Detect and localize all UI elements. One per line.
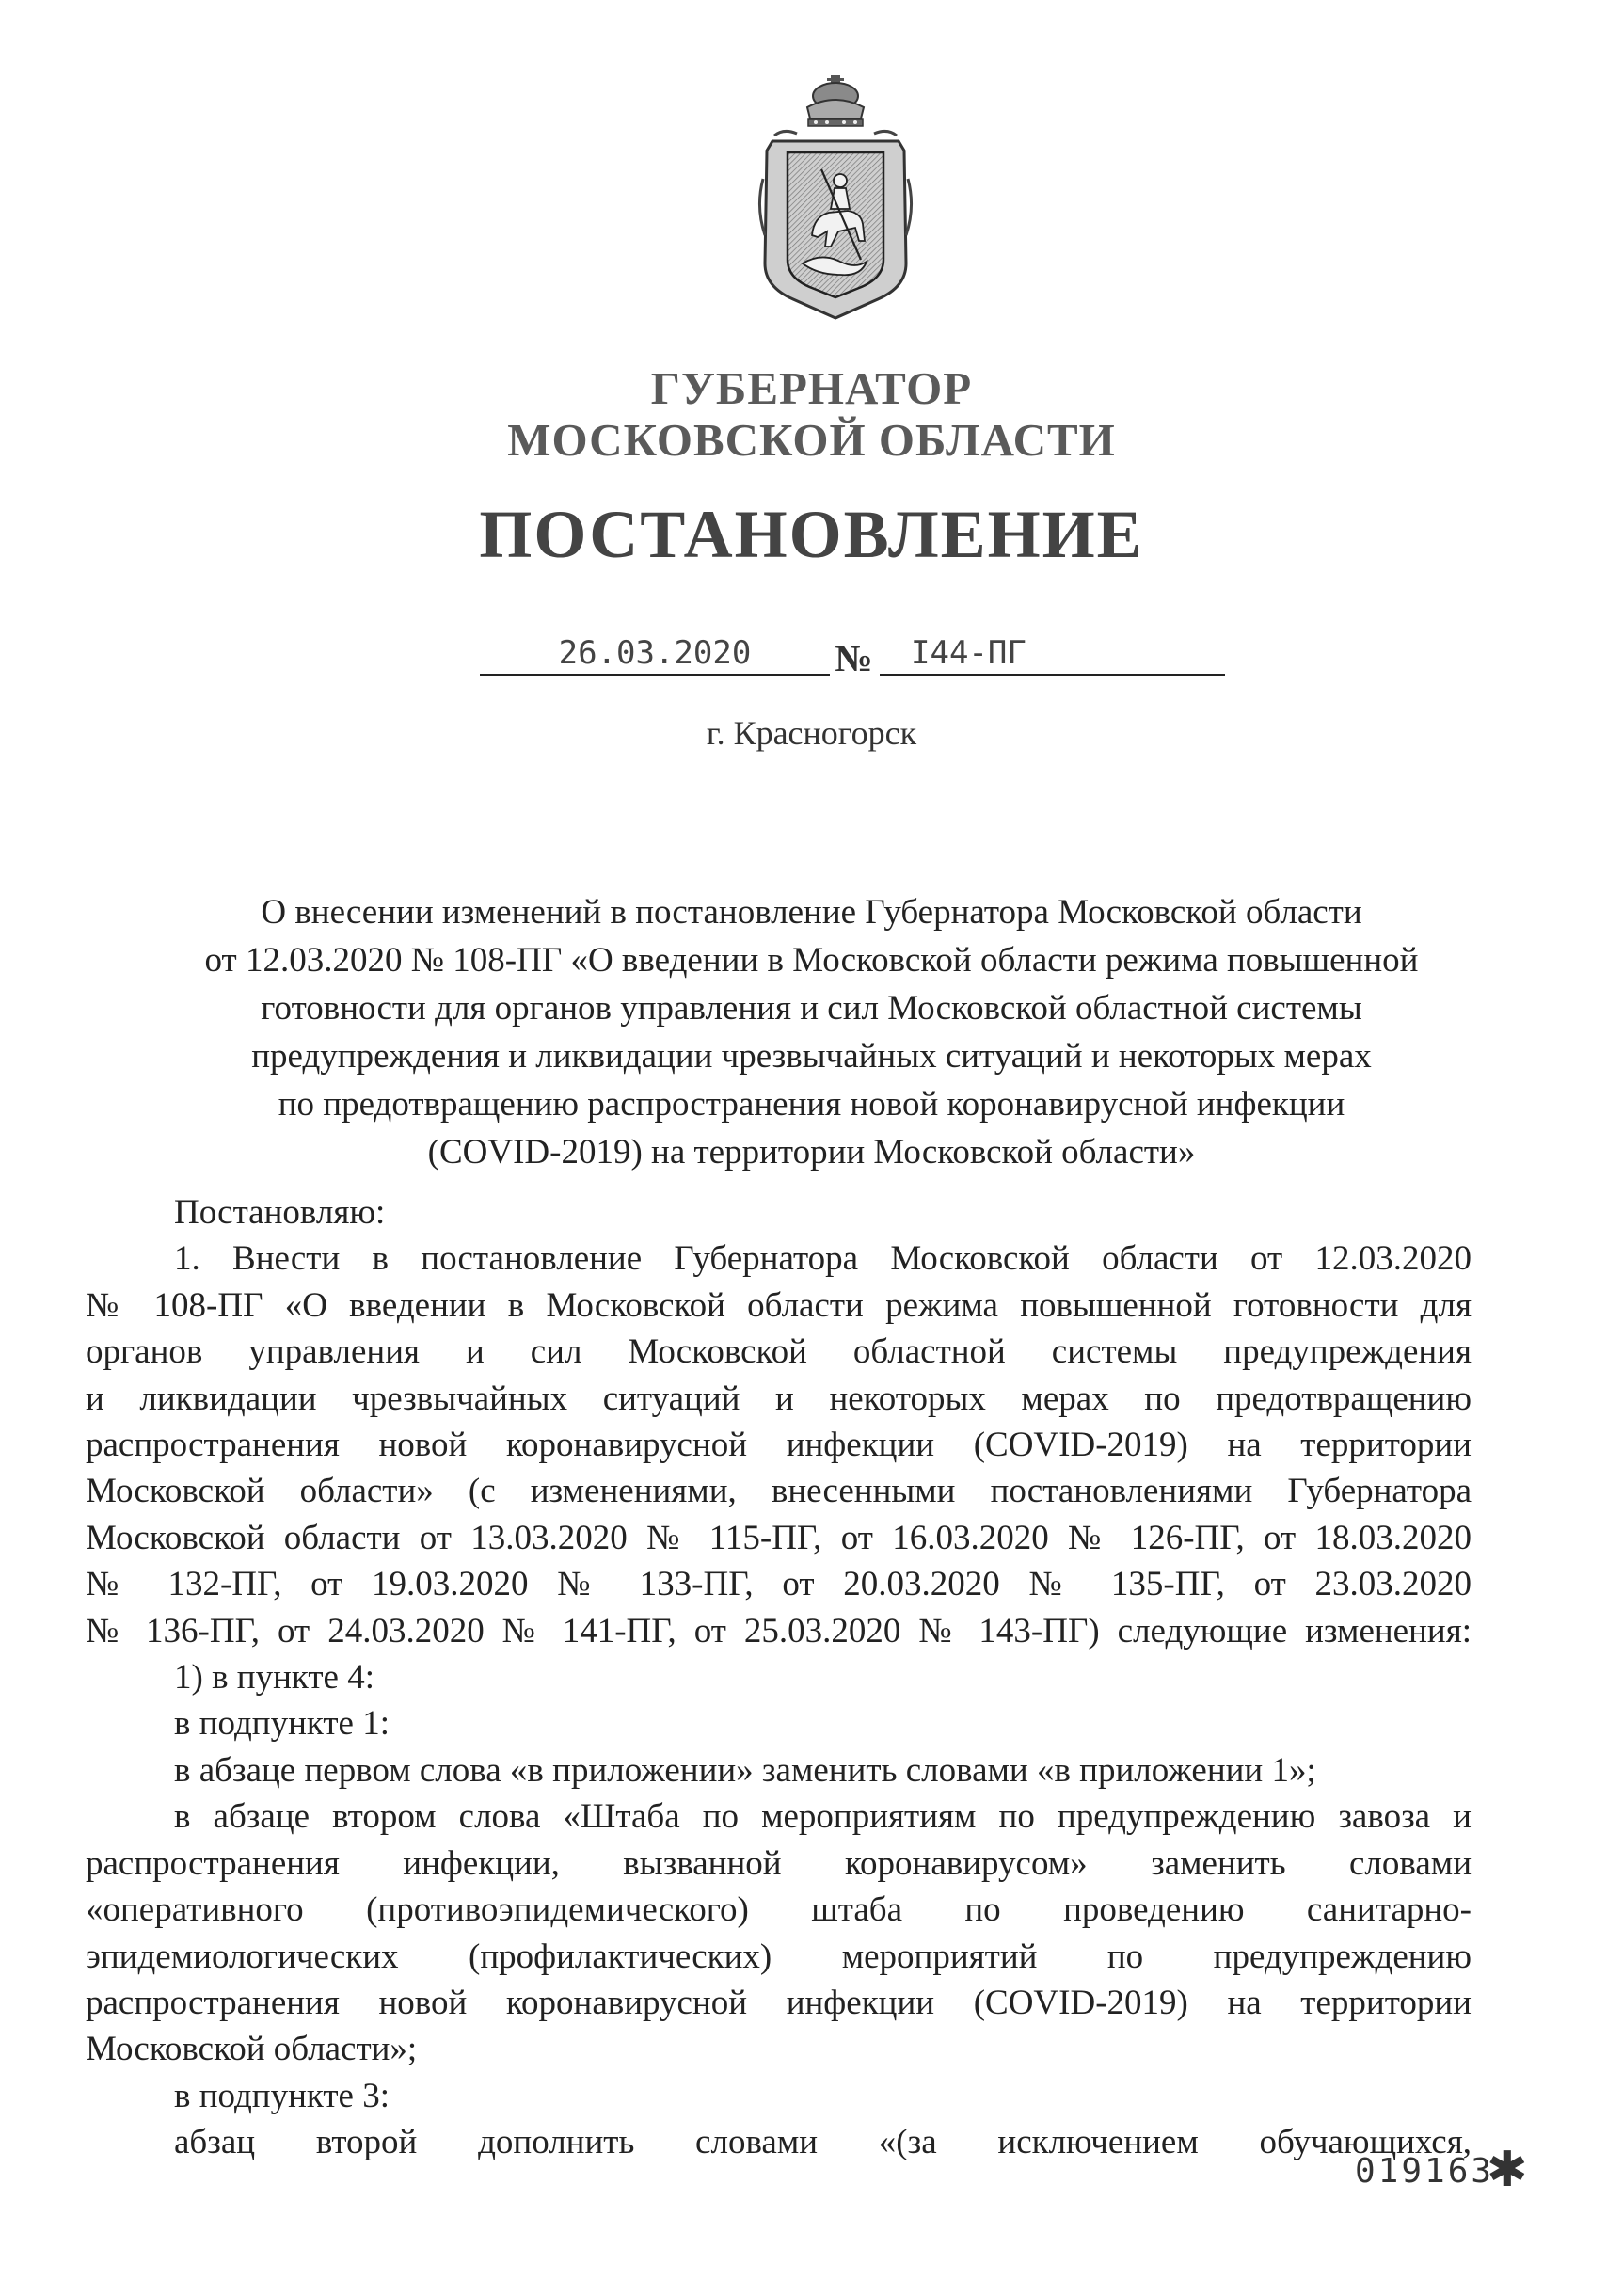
body-line: и ликвидации чрезвычайных ситуаций и некоторых мерах по предотвращению xyxy=(86,1379,1472,1418)
body-line: распространения инфекции, вызванной коронавирусом» заменить словами xyxy=(86,1843,1472,1883)
date-underline xyxy=(480,674,830,676)
crown-icon xyxy=(807,75,864,126)
body-line: Московской области» (с изменениями, внесенными постановлениями Губернатора xyxy=(86,1472,1472,1511)
body-line: Постановляю: xyxy=(174,1193,386,1232)
subject-line: предупреждения и ликвидации чрезвычайных ситуаций и некоторых мерах xyxy=(251,1037,1372,1076)
number-underline xyxy=(880,674,1225,676)
subject-line: (COVID-2019) на территории Московской области» xyxy=(427,1133,1196,1172)
body-line: эпидемиологических (профилактических) мероприятий по предупреждению xyxy=(86,1937,1472,1976)
body-line: абзац второй дополнить словами «(за исключением обучающихся, xyxy=(174,2123,1472,2162)
decree-subject xyxy=(141,888,1482,1176)
asterisk-icon: ✱ xyxy=(1487,2144,1528,2197)
form-serial-number: 019163 xyxy=(1355,2152,1495,2191)
subject-line: готовности для органов управления и сил Московской областной системы xyxy=(261,989,1362,1028)
body-line: № 108-ПГ «О введении в Московской области режима повышенной готовности для xyxy=(86,1285,1472,1325)
body-line: Московской области от 13.03.2020 № 115-ПГ, от 16.03.2020 № 126-ПГ, от 18.03.2020 xyxy=(86,1518,1472,1557)
authority-title-line1: ГУБЕРНАТОР xyxy=(650,362,973,414)
document-number: I44-ПГ xyxy=(911,634,1026,672)
body-line: Московской области»; xyxy=(86,2030,418,2069)
issue-city: г. Красногорск xyxy=(706,714,917,752)
body-line: распространения новой коронавирусной инфекции (COVID-2019) на территории xyxy=(86,1426,1472,1465)
document-date: 26.03.2020 xyxy=(558,634,752,672)
body-line: 1. Внести в постановление Губернатора Московской области от 12.03.2020 xyxy=(174,1239,1472,1279)
subject-line: от 12.03.2020 № 108-ПГ «О введении в Московской области режима повышенной xyxy=(204,941,1419,980)
document-type-heading: ПОСТАНОВЛЕНИЕ xyxy=(479,497,1144,572)
body-line: распространения новой коронавирусной инфекции (COVID-2019) на территории xyxy=(86,1983,1472,2022)
body-line: «оперативного (противоэпидемического) штаба по проведению санитарно- xyxy=(86,1890,1472,1930)
body-line: № 136-ПГ, от 24.03.2020 № 141-ПГ, от 25.03.2020 № 143-ПГ) следующие изменения: xyxy=(86,1611,1472,1650)
body-line: в подпункте 1: xyxy=(174,1704,390,1744)
subject-line: О внесении изменений в постановление Губернатора Московской области xyxy=(261,893,1362,932)
authority-title-line2: МОСКОВСКОЙ ОБЛАСТИ xyxy=(507,414,1116,466)
body-line: № 132-ПГ, от 19.03.2020 № 133-ПГ, от 20.03.2020 № 135-ПГ, от 23.03.2020 xyxy=(86,1565,1472,1604)
decree-body xyxy=(86,1189,1472,2166)
number-sign: № xyxy=(835,637,873,679)
body-line: в абзаце втором слова «Штаба по мероприятиям по предупреждению завоза и xyxy=(174,1797,1472,1837)
body-line: в абзаце первом слова «в приложении» заменить словами «в приложении 1»; xyxy=(174,1750,1316,1790)
body-line: 1) в пункте 4: xyxy=(174,1658,375,1698)
body-line: органов управления и сил Московской областной системы предупреждения xyxy=(86,1332,1472,1372)
body-line: в подпункте 3: xyxy=(174,2076,390,2115)
subject-line: по предотвращению распространения новой коронавирусной инфекции xyxy=(278,1085,1345,1124)
coat-of-arms-emblem xyxy=(756,75,915,324)
